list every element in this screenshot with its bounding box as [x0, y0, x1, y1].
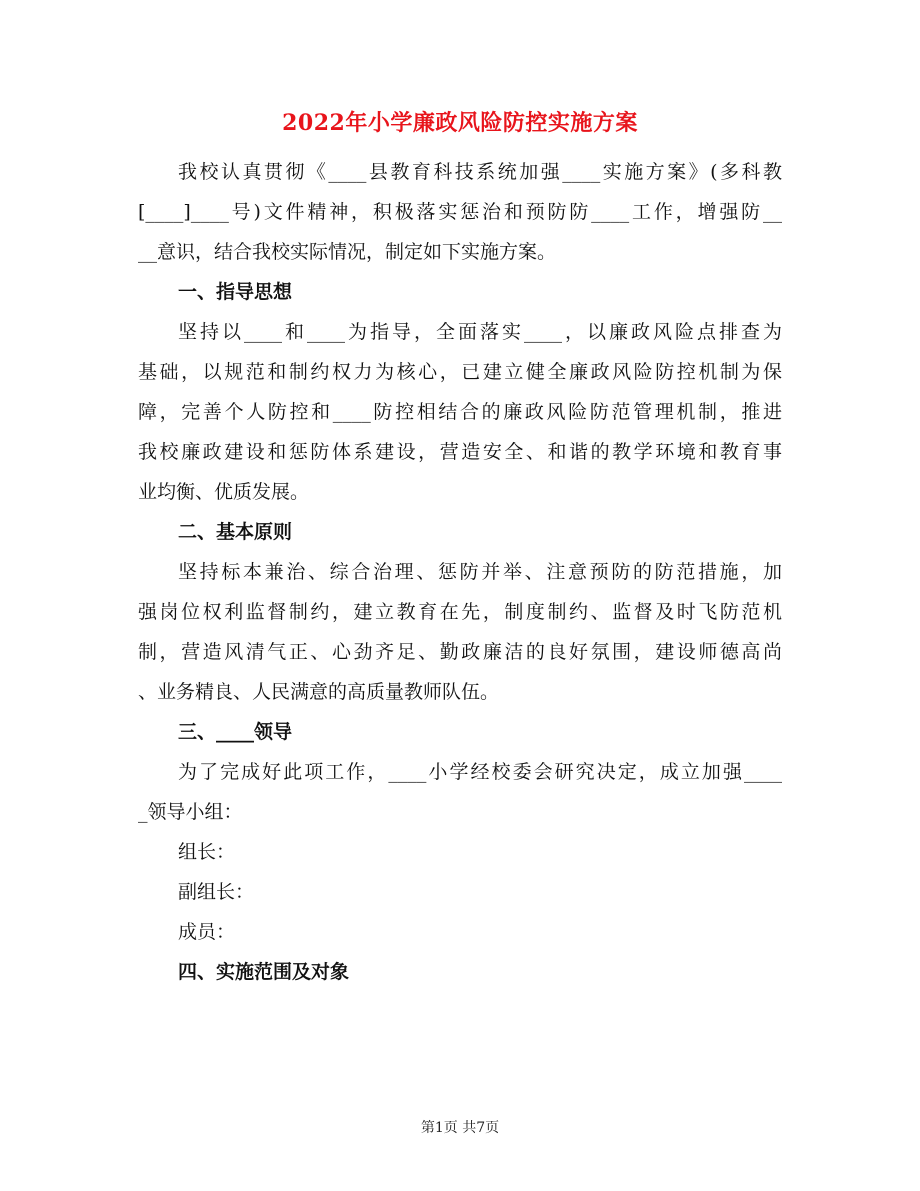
section-heading: 二、基本原则: [178, 521, 293, 543]
paragraph-line: 障，完善个人防控和____防控相结合的廉政风险防范管理机制，推进: [138, 401, 782, 423]
paragraph-line: 基础，以规范和制约权力为核心，已建立健全廉政风险防控机制为保: [138, 361, 782, 383]
paragraph-line: 坚持标本兼治、综合治理、惩防并举、注意预防的防范措施，加: [178, 561, 782, 583]
page-number: 第1页 共7页: [420, 1120, 500, 1136]
paragraph-line: [____]____号)文件精神，积极落实惩治和预防防____工作，增强防__: [138, 201, 782, 223]
paragraph-line: 坚持以____和____为指导，全面落实____，以廉政风险点排查为: [178, 321, 782, 343]
paragraph-line: _领导小组：: [138, 801, 243, 823]
paragraph-line: 我校廉政建设和惩防体系建设，营造安全、和谐的教学环境和教育事: [138, 441, 782, 463]
paragraph-line: 我校认真贯彻《____县教育科技系统加强____实施方案》(多科教: [178, 161, 782, 183]
section-heading: 三、____领导: [178, 721, 293, 743]
paragraph-line: 制，营造风清气正、心劲齐足、勤政廉洁的良好氛围，建设师德高尚: [138, 641, 782, 663]
paragraph-line: 强岗位权利监督制约，建立教育在先，制度制约、监督及时飞防范机: [138, 601, 782, 623]
document-body: [138, 152, 782, 992]
section-heading: 四、实施范围及对象: [178, 961, 350, 983]
document-title: 2022年小学廉政风险防控实施方案: [282, 110, 638, 136]
list-item: 组长：: [178, 841, 236, 863]
paragraph-line: __意识，结合我校实际情况，制定如下实施方案。: [138, 241, 557, 263]
list-item: 成员：: [178, 921, 236, 943]
paragraph-line: 为了完成好此项工作，____小学经校委会研究决定，成立加强____: [178, 761, 782, 783]
list-item: 副组长：: [178, 881, 255, 903]
section-heading: 一、指导思想: [178, 281, 293, 303]
paragraph-line: 业均衡、优质发展。: [138, 481, 310, 503]
paragraph-line: 、业务精良、人民满意的高质量教师队伍。: [138, 681, 500, 703]
